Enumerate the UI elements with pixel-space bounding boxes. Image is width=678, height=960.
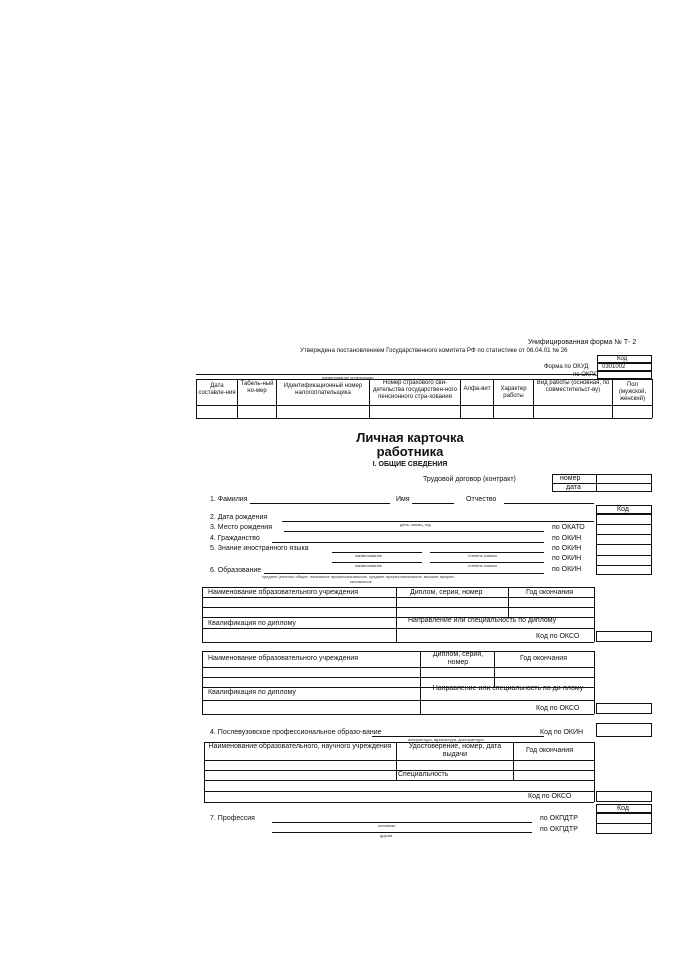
contract-number-label: номер xyxy=(560,475,581,482)
okin3-label: по ОКИН xyxy=(552,555,582,562)
edu2-year-header: Год окончания xyxy=(520,655,567,662)
profession-other-line[interactable] xyxy=(272,832,532,833)
col-inn: Идентификационный номер налогоплательщика xyxy=(283,383,363,396)
edu1-institution-header: Наименование образовательного учреждения xyxy=(208,589,359,596)
education-caption: среднее (полное) общее, начальное профессиональное, среднее профессиональное, высшее профес- xyxy=(262,574,456,579)
section-general-info: I. ОБЩИЕ СВЕДЕНИЯ xyxy=(372,461,448,468)
name-label: Имя xyxy=(396,496,410,503)
profession-main-caption: основная xyxy=(378,823,396,828)
card-title-line1: Личная карточка xyxy=(356,430,464,445)
postgrad-okso-label: Код по ОКСО xyxy=(528,793,572,800)
okud-value: 0301002 xyxy=(602,364,626,370)
lang-caption-name2: наименование xyxy=(355,563,383,568)
profession-label: 7. Профессия xyxy=(210,815,255,822)
name-line[interactable] xyxy=(412,503,454,504)
okud-label: Форма по ОКУД xyxy=(544,364,589,370)
edu1-specialty-header: Направление или специальность по диплому xyxy=(408,617,557,624)
col-work-character: Характер работы xyxy=(500,386,527,399)
org-caption: наименование организации xyxy=(322,375,374,380)
edu1-year-header: Год окончания xyxy=(526,589,573,596)
postgrad-caption: аспирантура, адъюнктура, докторантура xyxy=(408,737,484,742)
org-name-line xyxy=(196,374,596,375)
postgrad-label: 4. Послевузовское профессиональное образо-вание xyxy=(210,729,382,736)
col-sex: Пол (мужской, женский) xyxy=(618,382,647,402)
card-title-line2: работника xyxy=(376,444,444,459)
profession-main-line[interactable] xyxy=(272,822,532,823)
kod-label: Код xyxy=(617,506,629,513)
postgrad-institution-header: Наименование образовательного, научного учреждения xyxy=(208,743,392,750)
edu2-diploma-header: Диплом, серия, номер xyxy=(432,651,484,666)
col-tab-number: Табель-ный но-мер xyxy=(240,381,274,394)
okin2-label: по ОКИН xyxy=(552,545,582,552)
edu2-okso-label: Код по ОКСО xyxy=(536,705,580,712)
col-date: Дата составле-ния xyxy=(198,383,236,396)
contract-label: Трудовой договор (контракт) xyxy=(423,476,516,483)
edu2-qualification-header: Квалификация по диплому xyxy=(208,689,296,696)
citizenship-label: 4. Гражданство xyxy=(210,535,260,542)
edu1-qualification-header: Квалификация по диплому xyxy=(208,620,296,627)
patronymic-line[interactable] xyxy=(504,503,594,504)
postgrad-okin-box xyxy=(596,723,652,737)
okpo-box xyxy=(597,371,652,379)
postgrad-okin-label: Код по ОКИН xyxy=(540,729,584,736)
okin1-label: по ОКИН xyxy=(552,535,582,542)
approval-note: Утверждена постановлением Государственного комитета РФ по статистике от 06.04.01 № 26 xyxy=(300,347,568,354)
edu1-diploma-header: Диплом, серия, номер xyxy=(410,589,483,596)
lang-caption-level: степень знания xyxy=(468,553,497,558)
edu2-institution-header: Наименование образовательного учреждения xyxy=(208,655,359,662)
edu1-okso-label: Код по ОКСО xyxy=(536,633,580,640)
unified-form-label: Унифицированная форма № Т- 2 xyxy=(528,339,637,346)
surname-line[interactable] xyxy=(250,503,390,504)
col-work-type: Вид работы (основная, по совместительст-ву) xyxy=(536,380,610,393)
contract-date-label: дата xyxy=(566,484,581,491)
birth-place-line[interactable] xyxy=(284,531,544,532)
education-label: 6. Образование xyxy=(210,567,262,574)
kod-header-label: Код xyxy=(617,356,628,362)
education-caption2: сиональное xyxy=(350,579,372,584)
okpo-label: по ОКПО xyxy=(573,372,599,378)
postgrad-year-header: Год окончания xyxy=(526,747,573,754)
postgrad-specialty-header: Специальность xyxy=(398,771,449,778)
lang-caption-level2: степень знания xyxy=(468,563,497,568)
birth-date-label: 2. Дата рождения xyxy=(210,514,268,521)
lang-caption-name: наименование xyxy=(355,553,383,558)
patronymic-label: Отчество xyxy=(466,496,497,503)
okin4-label: по ОКИН xyxy=(552,566,582,573)
profession-kod-label: Код xyxy=(617,805,629,812)
profession-other-caption: другая xyxy=(380,833,393,838)
languages-label: 5. Знание иностранного языка xyxy=(210,545,309,552)
okato-label: по ОКАТО xyxy=(552,524,585,531)
okpdtr1-label: по ОКПДТР xyxy=(540,815,578,822)
citizenship-line[interactable] xyxy=(272,542,544,543)
edu2-specialty-header: Направление или специальность по ди-плому xyxy=(432,685,584,692)
birth-date-line[interactable] xyxy=(282,521,594,522)
postgrad-certificate-header: Удостоверение, номер, дата выдачи xyxy=(408,743,502,758)
okpdtr2-label: по ОКПДТР xyxy=(540,826,578,833)
birth-date-caption: день, месяц, год xyxy=(400,522,431,527)
col-insurance: Номер страхового сви-детельства государствен-ного пенсионного стра-хования xyxy=(373,380,457,400)
col-alphabet: Алфа-вит xyxy=(463,386,491,392)
surname-label: 1. Фамилия xyxy=(210,496,248,503)
birth-place-label: 3. Место рождения xyxy=(210,524,272,531)
